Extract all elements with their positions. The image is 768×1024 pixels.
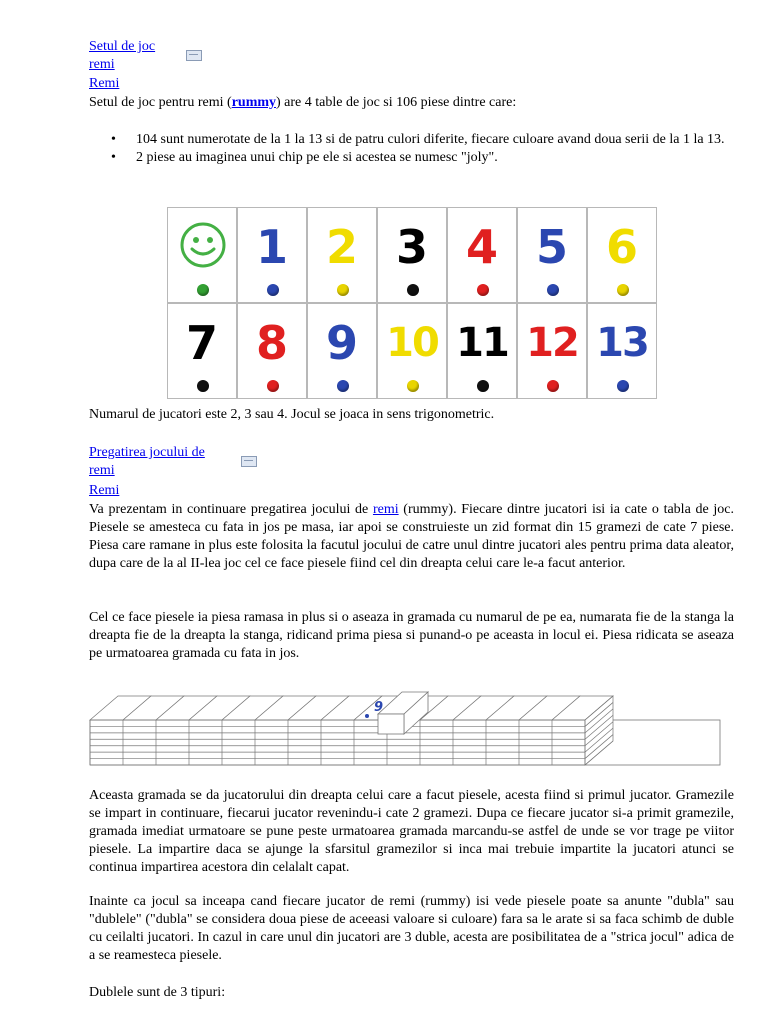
tile-6 [587,207,657,303]
smiley-icon [179,221,227,269]
tiles-image [167,207,657,399]
tile-5 [517,207,587,303]
pregatirea-link-line2[interactable]: remi [89,463,115,478]
tile-number: 7 [185,316,218,370]
tile-11 [447,303,517,399]
set-bullet-list [109,131,734,167]
stack-tile-number: 9 [374,700,384,715]
remi-link[interactable]: Remi [89,76,120,91]
tile-number: 12 [526,320,578,366]
tile-9 [307,303,377,399]
tile-12 [517,303,587,399]
tile-dot [477,284,489,296]
list-item: • 2 piese au imaginea unui chip pe ele si acestea se numesc "joly". [109,149,734,167]
tile-2 [307,207,377,303]
tile-number: 13 [596,320,648,366]
tile-number: 11 [456,320,508,366]
tile-3 [377,207,447,303]
tile-number: 4 [465,220,498,274]
setul-de-joc-link-line1[interactable]: Setul de joc [89,39,156,54]
tile-dot [267,284,279,296]
email-icon[interactable] [241,456,257,467]
tile-dot [197,284,209,296]
tile-dot [477,380,489,392]
tile-4 [447,207,517,303]
remi-inline-link[interactable]: remi [372,502,399,517]
tile-dot [337,380,349,392]
tile-number: 3 [395,220,428,274]
tile-1 [237,207,307,303]
email-icon[interactable] [186,50,202,61]
set-intro-text: Setul de joc pentru remi (rummy) are 4 table de joc si 106 piese dintre care: [89,95,517,110]
remi-link-2[interactable]: Remi [89,483,120,498]
tile-number: 5 [535,220,568,274]
pregatirea-link-line1[interactable]: Pregatirea jocului de [89,445,205,460]
tile-joker [167,207,237,303]
tile-dot [617,380,629,392]
tile-number: 8 [255,316,288,370]
tile-dot [267,380,279,392]
tile-dot [197,380,209,392]
rummy-link[interactable]: rummy [231,95,277,110]
tile-8 [237,303,307,399]
tile-number: 2 [325,220,358,274]
tile-dot [407,284,419,296]
tile-13 [587,303,657,399]
tile-number: 1 [255,220,288,274]
doubles-types-text: Dublele sunt de 3 tipuri: [89,985,226,1000]
tile-10 [377,303,447,399]
piece-placement-paragraph: Cel ce face piesele ia piesa ramasa in plus si o aseaza in gramada cu numarul de pe ea, numarata fie de la stanga la dreapta fie de la dreapta la stanga, ridicand prima piesa si punand-o pe aceasta in locul ei. Piesa ridicata se aseaza pe urmatoarea gramada cu fata in jos. [89,610,734,661]
list-item: • 104 sunt numerotate de la 1 la 13 si de patru culori diferite, fiecare culoare avand doua serii de la 1 la 13. [109,131,734,149]
tile-dot [337,284,349,296]
doubles-paragraph: Inainte ca jocul sa inceapa cand fiecare jucator de remi (rummy) isi vede piesele poate sa anunte "dubla" sau "dublele" ("dubla" se considera doua piese de aceeasi valoare si culoare) fara sa le arate si sa faca schimb de duble cu ceilalti jucatori. In cazul in care unul din jucatori are 3 duble, acesta are posibilitatea de a "strica jocul" adica de a se reamesteca piesele. [89,894,734,963]
tile-7 [167,303,237,399]
tile-wall-image [88,686,736,768]
tile-number: 6 [605,220,638,274]
setul-de-joc-link-line2[interactable]: remi [89,57,115,72]
tile-number: 10 [386,320,438,366]
tile-dot [547,380,559,392]
tile-number: 9 [325,316,358,370]
tile-dot [407,380,419,392]
tile-dot [547,284,559,296]
distribution-paragraph: Aceasta gramada se da jucatorului din dreapta celui care a facut piesele, acesta fiind si primul jucator. Gramezile se impart in continuare, fiecarui jucator revenindu-i cate 2 gramezi. Dupa ce fiecare jucator si-a primit gramezile, gramada imediat urmatoare se pune peste urmatoarea gramada marcandu-se astfel de unde se vor trage pe viitor piesele. La impartire daca se ajunge la sfarsitul gramezilor si inca mai trebuie impartite la jucatori atunci se continua impartirea acestora din celalalt capat. [89,788,734,875]
players-text: Numarul de jucatori este 2, 3 sau 4. Jocul se joaca in sens trigonometric. [89,407,495,422]
preparation-paragraph: Va prezentam in continuare pregatirea jocului de remi (rummy). Fiecare dintre jucatori isi ia cate o tabla de joc. Piesele se amesteca cu fata in jos pe masa, iar apoi se construieste un zid format din 15 gramezi de cate 7 piese. Piesa care ramane in plus este folosita la facutul jocului de catre unul dintre jucatori ales pentru prima data aleator, dupa care de la al II-lea joc cel ce face piesele fiind cel din dreapta celui care le-a facut anterior. [89,502,734,571]
tile-dot [617,284,629,296]
